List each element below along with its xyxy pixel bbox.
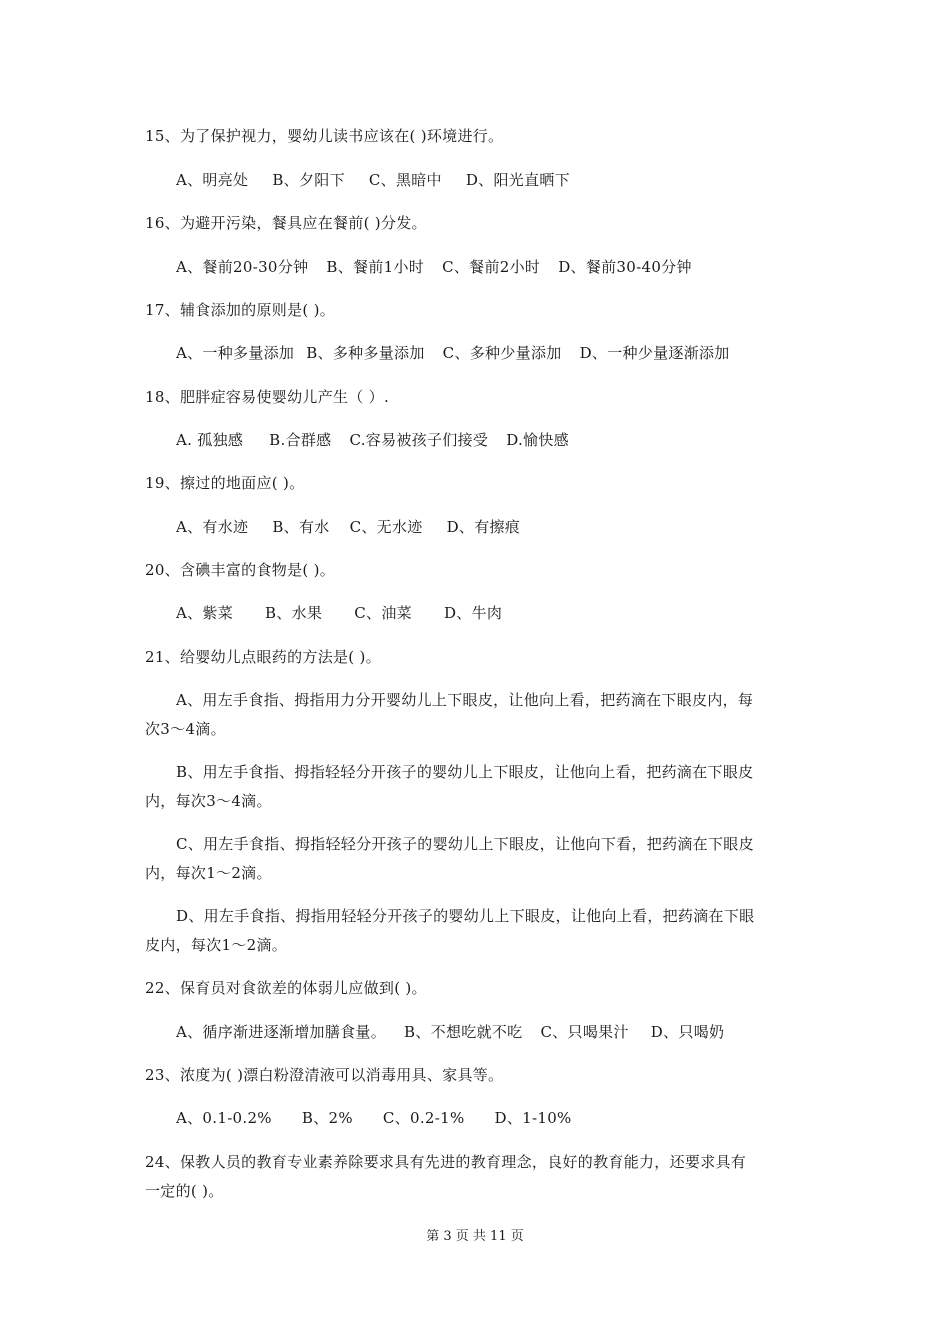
option-a: A、一种多量添加 [176, 344, 295, 362]
option-c: C、无水迹 [349, 518, 423, 536]
question-16-options [0, 257, 950, 277]
option-d: D、餐前30-40分钟 [558, 258, 692, 276]
question-21-option-d-line2: 皮内，每次1～2滴。 [145, 936, 288, 954]
question-23-options [0, 1108, 950, 1128]
question-18-options [0, 430, 950, 450]
question-17-options [0, 343, 950, 363]
question-21-option-b-line1: B、用左手食指、拇指轻轻分开孩子的婴幼儿上下眼皮，让他向上看，把药滴在下眼皮 [176, 763, 754, 781]
question-15-options [0, 170, 950, 190]
option-d: D、有擦痕 [446, 518, 521, 536]
option-d: D、阳光直晒下 [465, 171, 570, 189]
option-b: B、2% [301, 1109, 353, 1127]
question-16-stem: 16、为避开污染，餐具应在餐前( )分发。 [145, 214, 427, 232]
question-18-stem: 18、肥胖症容易使婴幼儿产生（ ）. [145, 388, 390, 406]
question-21-option-d-line1: D、用左手食指、拇指用轻轻分开孩子的婴幼儿上下眼皮，让他向上看，把药滴在下眼 [176, 907, 755, 925]
option-d: D、1-10% [494, 1109, 572, 1127]
question-21-option-a-line1: A、用左手食指、拇指用力分开婴幼儿上下眼皮，让他向上看，把药滴在下眼皮内，每 [176, 691, 754, 709]
option-b: B、餐前1小时 [326, 258, 425, 276]
question-21-option-c-line1: C、用左手食指、拇指轻轻分开孩子的婴幼儿上下眼皮，让他向下看，把药滴在下眼皮 [176, 835, 754, 853]
option-a: A、循序渐进逐渐增加膳食量。 [176, 1023, 387, 1041]
question-22-stem: 22、保育员对食欲差的体弱儿应做到( )。 [145, 979, 427, 997]
option-c: C、0.2-1% [382, 1109, 465, 1127]
option-a: A. 孤独感 [176, 431, 244, 449]
option-b: B、夕阳下 [272, 171, 345, 189]
option-d: D、一种少量逐渐添加 [579, 344, 730, 362]
option-c: C、餐前2小时 [442, 258, 541, 276]
option-c: C、油菜 [354, 604, 412, 622]
option-c: C、黑暗中 [368, 171, 442, 189]
question-17-stem: 17、辅食添加的原则是( )。 [145, 301, 336, 319]
option-a: A、0.1-0.2% [176, 1109, 272, 1127]
page-number-footer: 第 3 页 共 11 页 [426, 1229, 524, 1244]
option-d: D.愉快感 [506, 431, 569, 449]
option-a: A、明亮处 [176, 171, 249, 189]
option-c: C.容易被孩子们接受 [349, 431, 489, 449]
question-15-stem: 15、为了保护视力，婴幼儿读书应该在( )环境进行。 [145, 127, 504, 145]
option-a: A、餐前20-30分钟 [176, 258, 309, 276]
option-c: C、多种少量添加 [442, 344, 562, 362]
option-d: D、只喝奶 [650, 1023, 725, 1041]
question-20-options [0, 603, 950, 623]
question-19-options [0, 517, 950, 537]
option-d: D、牛肉 [443, 604, 503, 622]
question-24-stem-line1: 24、保教人员的教育专业素养除要求具有先进的教育理念，良好的教育能力，还要求具有 [145, 1153, 747, 1171]
question-20-stem: 20、含碘丰富的食物是( )。 [145, 561, 336, 579]
option-a: A、有水迹 [176, 518, 249, 536]
option-c: C、只喝果汁 [540, 1023, 629, 1041]
option-b: B、有水 [272, 518, 330, 536]
option-b: B、不想吃就不吃 [404, 1023, 523, 1041]
question-22-options [0, 1022, 950, 1042]
question-21-stem: 21、给婴幼儿点眼药的方法是( )。 [145, 648, 381, 666]
question-21-option-a-line2: 次3～4滴。 [145, 720, 226, 738]
question-21-option-c-line2: 内，每次1～2滴。 [145, 864, 272, 882]
option-b: B、水果 [265, 604, 323, 622]
question-23-stem: 23、浓度为( )漂白粉澄清液可以消毒用具、家具等。 [145, 1066, 504, 1084]
question-19-stem: 19、擦过的地面应( )。 [145, 474, 305, 492]
question-21-option-b-line2: 内，每次3～4滴。 [145, 792, 272, 810]
option-b: B、多种多量添加 [306, 344, 425, 362]
question-24-stem-line2: 一定的( )。 [145, 1182, 224, 1200]
option-b: B.合群感 [269, 431, 332, 449]
option-a: A、紫菜 [176, 604, 234, 622]
